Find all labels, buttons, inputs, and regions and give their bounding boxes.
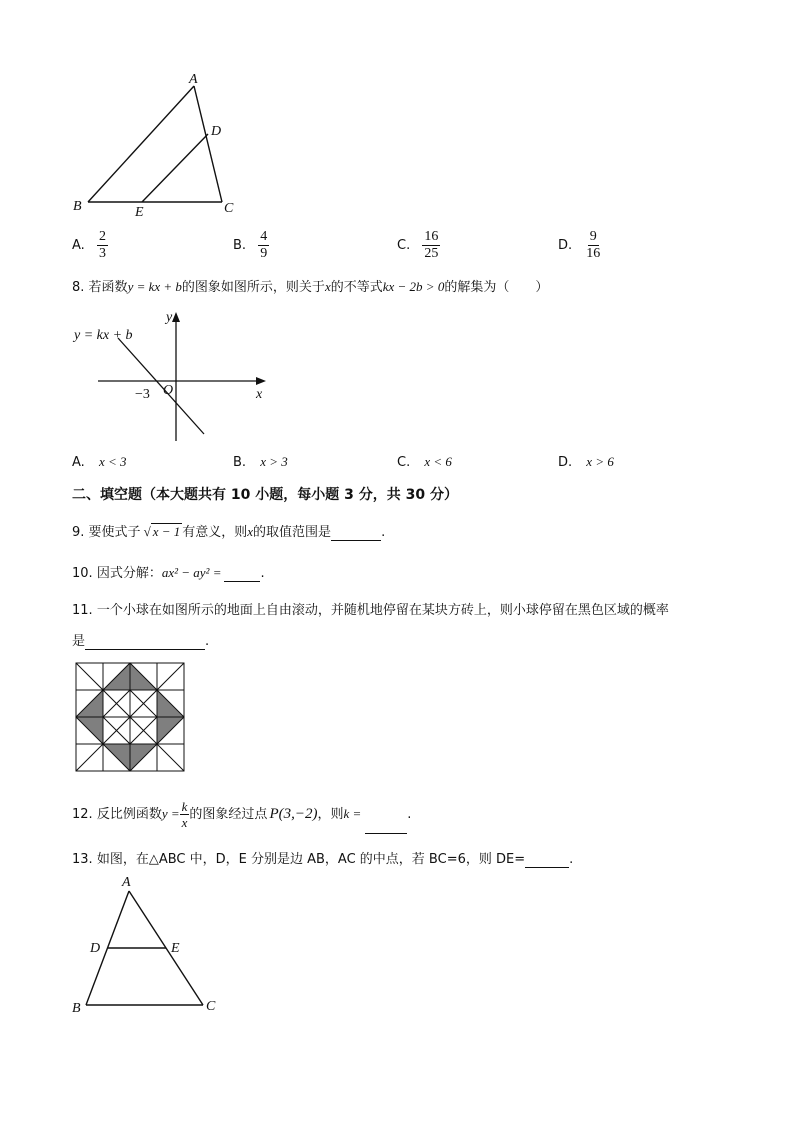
label-e: E [135,205,144,220]
label-c: C [224,201,234,216]
question-13: 13. 如图，在△ABC 中，D，E 分别是边 AB，AC 的中点，若 BC=6，则 DE= . [72,852,574,867]
line-label: y = kx + b [74,328,133,343]
q8-option-b[interactable] [233,454,288,470]
question-8: 8. 若函数y = kx + b的图象如图所示，则关于x的不等式kx − 2b > 0的解集为（ ） [72,279,549,295]
q8-option-a[interactable] [72,454,126,470]
x-axis-arrow-icon [256,377,266,385]
option-letter: A. [72,238,85,253]
triangle-midsegment-figure [66,870,226,1020]
question-12: 12. 反比例函数y = $\frac{k}{x}$ 的图象经过点 P(3,−2)，则k = . [72,796,411,834]
q7-option-d[interactable] [558,229,602,262]
label-b: B [72,1001,81,1016]
answer-blank[interactable] [224,566,260,582]
question-9: 9. 要使式子 √ x − 1 有意义，则x的取值范围是 . [72,524,386,540]
label-a: A [122,875,131,890]
option-fraction: $\frac{9}{16}$ [586,229,601,261]
q8-option-c[interactable] [397,454,452,470]
option-fraction: $\frac{4}{9}$ [260,229,268,261]
option-fraction: $\frac{16}{25}$ [424,229,439,261]
intercept-label: −3 [135,387,150,402]
fraction-k-over-x: $\frac{k}{x}$ [181,799,188,830]
q8-option-d[interactable] [558,454,614,470]
option-letter: A. [72,455,85,470]
option-letter: B. [233,238,247,253]
answer-blank[interactable] [525,852,569,868]
label-a: A [189,72,198,87]
y-axis-label: y [166,310,173,325]
option-letter: D. [558,238,573,253]
label-d: D [211,124,222,139]
option-expr: x < 3 [98,454,127,469]
question-11: 11. 一个小球在如图所示的地面上自由滚动，并随机地停留在某块方砖上，则小球停留在黑色区域的概率 [72,603,669,618]
section-title: 二、填空题（本大题共有 10 小题，每小题 3 分，共 30 分） [72,487,458,503]
label-e: E [171,941,180,956]
label-c: C [206,999,216,1014]
x-axis-label: x [256,387,263,402]
tile-floor-figure [74,661,186,773]
option-letter: C. [397,238,411,253]
linear-function-graph [68,308,278,448]
label-d: D [90,941,101,956]
y-axis-arrow-icon [172,312,180,322]
label-b: B [73,199,82,214]
triangle-abc-figure [60,65,250,225]
option-letter: C. [397,455,411,470]
sqrt-symbol: √ [143,524,151,539]
option-fraction: $\frac{2}{3}$ [98,229,106,261]
q7-option-c[interactable] [397,229,440,262]
q7-option-b[interactable] [233,229,269,262]
option-expr: x < 6 [424,454,452,469]
q7-option-a[interactable] [72,229,108,262]
option-expr: x > 3 [260,454,288,469]
option-expr: x > 6 [586,454,614,469]
question-10: 10. 因式分解：ax² − ay² = . [72,565,265,581]
answer-blank[interactable] [365,797,407,834]
answer-blank[interactable] [85,634,205,650]
option-letter: D. [558,455,573,470]
origin-label: O [163,383,174,398]
option-letter: B. [233,455,247,470]
question-11-line2: 是 . [72,634,210,649]
answer-blank[interactable] [331,525,381,541]
